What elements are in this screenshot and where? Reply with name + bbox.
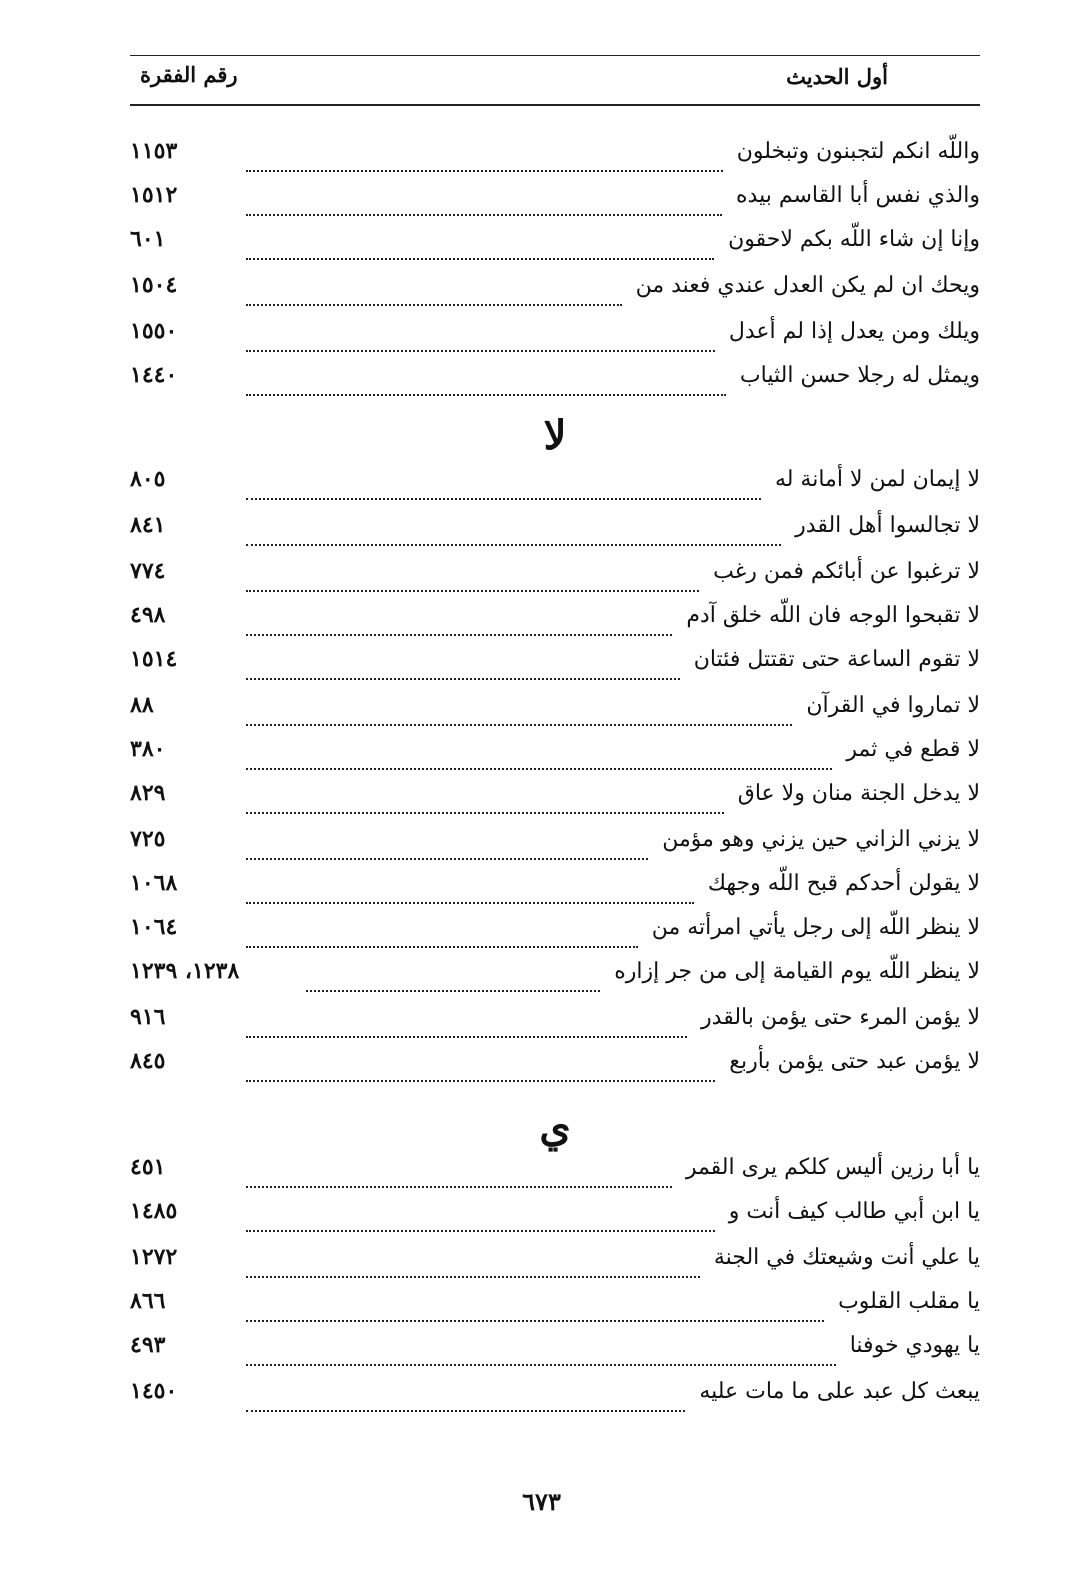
index-entry [130, 182, 980, 222]
entry-number: ١٤٤٠ [130, 362, 178, 388]
entry-number: ٤٩٣ [130, 1332, 166, 1358]
entry-number: ٨٦٦ [130, 1288, 166, 1314]
entry-number: ٨٠٥ [130, 466, 166, 492]
index-entry [130, 138, 980, 178]
index-entry [130, 826, 980, 866]
entry-text: واللّه انكم لتجبنون وتبخلون [736, 139, 980, 164]
leader-dots [246, 768, 832, 770]
leader-dots [246, 544, 781, 546]
index-entry [130, 1288, 980, 1328]
leader-dots [246, 214, 722, 216]
leader-dots [246, 1036, 687, 1038]
index-entry [130, 1244, 980, 1284]
entry-number: ١٥٥٠ [130, 318, 178, 344]
leader-dots [246, 1364, 836, 1366]
first-words-column-heading: أول الحديث [786, 64, 888, 89]
entry-text: لا يقولن أحدكم قبح اللّه وجهك [707, 871, 980, 896]
leader-dots [246, 258, 714, 260]
leader-dots [246, 946, 638, 948]
index-entry [130, 914, 980, 954]
entry-text: يبعث كل عبد على ما مات عليه [699, 1379, 980, 1404]
leader-dots [246, 1276, 700, 1278]
leader-dots [246, 1410, 685, 1412]
entry-text: لا تجالسوا أهل القدر [795, 513, 980, 538]
leader-dots [246, 678, 680, 680]
entry-number: ١٠٦٨ [130, 870, 178, 896]
leader-dots [246, 1230, 715, 1232]
entry-text: لا تقوم الساعة حتى تقتتل فئتان [693, 647, 980, 672]
entry-number: ٨٢٩ [130, 780, 166, 806]
entry-text: يا ابن أبي طالب كيف أنت و [728, 1199, 980, 1224]
leader-dots [246, 498, 761, 500]
entry-text: لا يزني الزاني حين يزني وهو مؤمن [662, 827, 980, 852]
entry-number: ٧٢٥ [130, 826, 166, 852]
section-letter-heading: ي [539, 1104, 571, 1151]
entry-number: ٨٨ [130, 692, 154, 718]
entry-text: وإنا إن شاء اللّه بكم لاحقون [728, 227, 980, 252]
index-entry [130, 558, 980, 598]
entry-number: ١٤٥٠ [130, 1378, 178, 1404]
leader-dots [246, 590, 699, 592]
entry-number: ٨٤١ [130, 512, 166, 538]
leader-dots [246, 394, 726, 396]
entry-number: ٩١٦ [130, 1004, 166, 1030]
index-entry [130, 870, 980, 910]
entry-text: لا تقبحوا الوجه فان اللّه خلق آدم [686, 603, 980, 628]
index-entry [130, 1048, 980, 1088]
entry-text: ويلك ومن يعدل إذا لم أعدل [728, 319, 980, 344]
page-number: ٦٧٣ [522, 1487, 561, 1516]
leader-dots [246, 304, 622, 306]
index-entry [130, 226, 980, 266]
index-entry [130, 1004, 980, 1044]
entry-text: يا أبا رزين أليس كلكم يرى القمر [685, 1155, 980, 1180]
table-header [130, 55, 980, 106]
leader-dots [246, 1080, 715, 1082]
paragraph-number-column-heading: رقم الفقرة [140, 62, 238, 87]
index-entry [130, 692, 980, 732]
leader-dots [246, 634, 672, 636]
index-entry [130, 1154, 980, 1194]
entry-text: لا ترغبوا عن أبائكم فمن رغب [713, 559, 980, 584]
entry-text: يا علي أنت وشيعتك في الجنة [713, 1245, 980, 1270]
leader-dots [246, 1320, 824, 1322]
leader-dots [246, 724, 792, 726]
index-entry [130, 512, 980, 552]
entry-text: يا يهودي خوفنا [849, 1333, 980, 1358]
entry-number: ١١٥٣ [130, 138, 178, 164]
entry-text: لا ينظر اللّه يوم القيامة إلى من جر إزاره [614, 959, 980, 984]
leader-dots [246, 1186, 672, 1188]
entry-number: ١٢٣٨، ١٢٣٩ [130, 958, 240, 984]
leader-dots [246, 858, 648, 860]
index-entry [130, 736, 980, 776]
entry-number: ٤٥١ [130, 1154, 166, 1180]
index-entry [130, 362, 980, 402]
entry-text: يا مقلب القلوب [838, 1289, 980, 1314]
entry-number: ٨٤٥ [130, 1048, 166, 1074]
leader-dots [306, 990, 600, 992]
entry-number: ١٢٧٢ [130, 1244, 178, 1270]
entry-text: لا يؤمن عبد حتى يؤمن بأربع [729, 1049, 980, 1074]
entry-text: والذي نفس أبا القاسم بيده [736, 183, 980, 208]
index-entry [130, 318, 980, 358]
index-entry [130, 958, 980, 998]
entry-text: لا إيمان لمن لا أمانة له [774, 467, 980, 492]
entry-number: ١٤٨٥ [130, 1198, 178, 1224]
entry-text: لا ينظر اللّه إلى رجل يأتي امرأته من [651, 915, 980, 940]
entry-number: ١٠٦٤ [130, 914, 178, 940]
entry-number: ٧٧٤ [130, 558, 166, 584]
entry-number: ١٥٠٤ [130, 272, 178, 298]
index-entry [130, 602, 980, 642]
entry-number: ٦٠١ [130, 226, 166, 252]
leader-dots [246, 170, 723, 172]
index-entry [130, 1198, 980, 1238]
entry-text: لا يؤمن المرء حتى يؤمن بالقدر [701, 1005, 980, 1030]
entry-text: ويمثل له رجلا حسن الثياب [739, 363, 980, 388]
leader-dots [246, 350, 715, 352]
index-entry [130, 1332, 980, 1372]
entry-text: ويحك ان لم يكن العدل عندي فعند من [635, 273, 980, 298]
index-entry [130, 272, 980, 312]
index-entry [130, 780, 980, 820]
index-entry [130, 466, 980, 506]
leader-dots [246, 812, 724, 814]
index-entry [130, 646, 980, 686]
entry-number: ٣٨٠ [130, 736, 166, 762]
entry-text: لا يدخل الجنة منان ولا عاق [737, 781, 980, 806]
index-entry [130, 1378, 980, 1418]
entry-number: ١٥١٢ [130, 182, 178, 208]
entry-number: ٤٩٨ [130, 602, 166, 628]
section-letter-heading: لا [543, 412, 567, 459]
leader-dots [246, 902, 694, 904]
entry-text: لا قطع في ثمر [846, 737, 980, 762]
entry-text: لا تماروا في القرآن [806, 693, 980, 718]
entry-number: ١٥١٤ [130, 646, 178, 672]
